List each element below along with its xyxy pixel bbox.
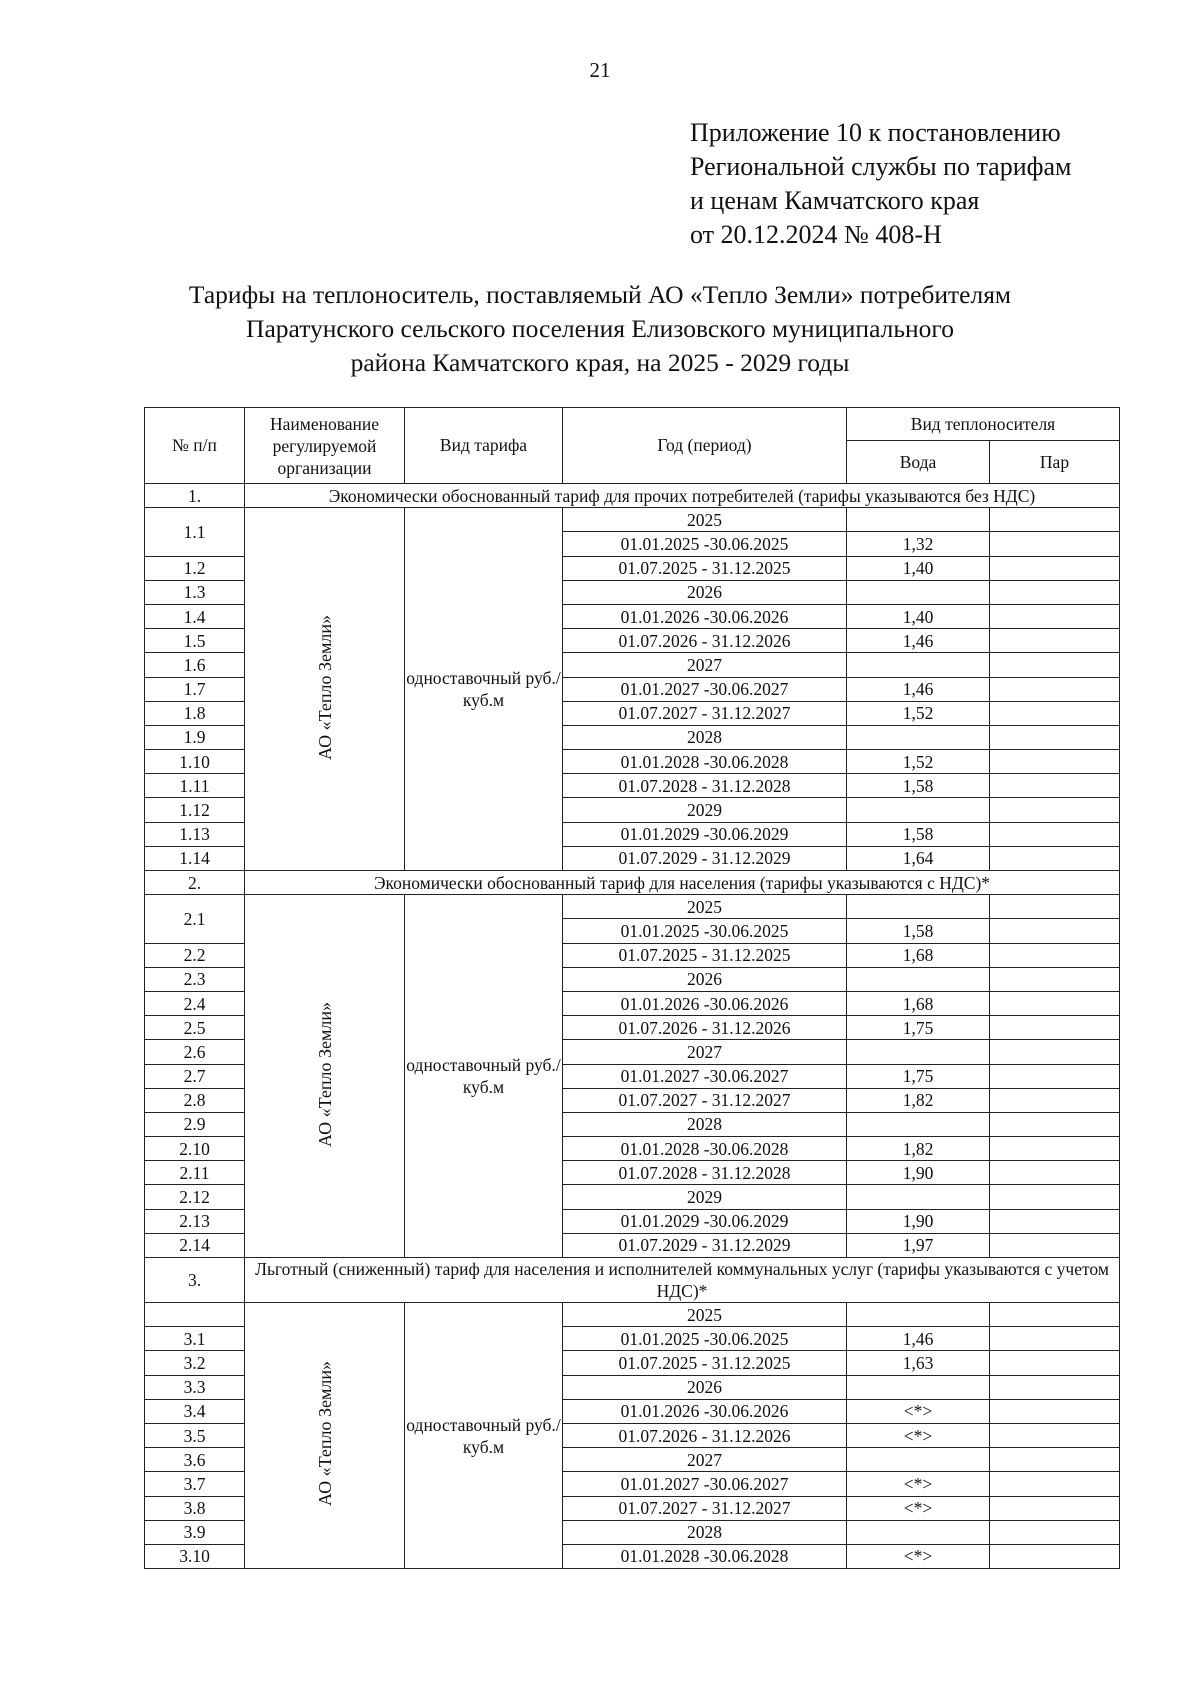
row-number: 2.2 [145,943,245,967]
period-cell: 01.07.2026 - 31.12.2026 [563,1423,847,1447]
period-cell: 01.07.2027 - 31.12.2027 [563,1088,847,1112]
period-cell: 01.07.2026 - 31.12.2026 [563,1016,847,1040]
period-cell: 01.01.2025 -30.06.2025 [563,1327,847,1351]
row-number: 3.7 [145,1472,245,1496]
steam-value [990,556,1120,580]
header-carrier: Вид теплоносителя [847,408,1120,441]
steam-value [990,677,1120,701]
appendix-block [690,116,1071,252]
appendix-line: и ценам Камчатского края [690,186,980,215]
steam-value [990,1137,1120,1161]
steam-value [990,508,1120,532]
row-number: 3.6 [145,1448,245,1472]
water-value: 1,82 [847,1137,990,1161]
row-number: 1.12 [145,798,245,822]
water-value: 1,40 [847,556,990,580]
water-value [847,1520,990,1544]
period-cell: 2027 [563,1448,847,1472]
period-cell: 01.01.2027 -30.06.2027 [563,1064,847,1088]
water-value: 1,75 [847,1016,990,1040]
header-period: Год (период) [563,408,847,484]
table-body [145,484,1120,1569]
steam-value [990,1448,1120,1472]
row-number: 2.6 [145,1040,245,1064]
row-number: 2.13 [145,1209,245,1233]
steam-value [990,1088,1120,1112]
period-cell: 01.01.2026 -30.06.2026 [563,1399,847,1423]
period-cell: 01.07.2025 - 31.12.2025 [563,943,847,967]
period-cell: 01.01.2028 -30.06.2028 [563,1137,847,1161]
steam-value [990,1423,1120,1447]
water-value: 1,52 [847,701,990,725]
header-org: Наименование регулируемой организации [245,408,405,484]
water-value: 1,58 [847,774,990,798]
section-title: Экономически обоснованный тариф для прочих потребителей (тарифы указываются без НДС) [245,484,1120,508]
row-number: 1.10 [145,750,245,774]
period-cell: 01.01.2025 -30.06.2025 [563,532,847,556]
steam-value [990,1327,1120,1351]
row-number: 1.2 [145,556,245,580]
steam-value [990,1351,1120,1375]
period-cell: 01.07.2026 - 31.12.2026 [563,629,847,653]
header-num: № п/п [145,408,245,484]
section-title: Льготный (сниженный) тариф для населения и исполнителей коммунальных услуг (тарифы указываются с учетом НДС)* [245,1258,1120,1303]
table-row [145,895,1120,919]
period-cell: 2026 [563,580,847,604]
water-value [847,895,990,919]
water-value [847,1448,990,1472]
row-number: 2.12 [145,1185,245,1209]
steam-value [990,1161,1120,1185]
water-value: 1,68 [847,991,990,1015]
row-number: 2.5 [145,1016,245,1040]
water-value: <*> [847,1496,990,1520]
tariff-type-cell: одноставочный руб./куб.м [405,1303,563,1569]
water-value [847,725,990,749]
row-number: 1.7 [145,677,245,701]
period-cell: 01.07.2029 - 31.12.2029 [563,846,847,870]
table-row [145,1303,1120,1327]
row-number: 1.5 [145,629,245,653]
section-number: 1. [145,484,245,508]
row-number: 2.7 [145,1064,245,1088]
period-cell: 2028 [563,1112,847,1136]
water-value [847,1185,990,1209]
section-number: 2. [145,871,245,895]
period-cell: 01.07.2028 - 31.12.2028 [563,774,847,798]
row-number: 1.3 [145,580,245,604]
steam-value [990,1375,1120,1399]
water-value: 1,32 [847,532,990,556]
steam-value [990,895,1120,919]
water-value: 1,75 [847,1064,990,1088]
water-value: 1,46 [847,629,990,653]
row-number: 2.4 [145,991,245,1015]
row-number: 1.8 [145,701,245,725]
steam-value [990,532,1120,556]
row-number: 3.3 [145,1375,245,1399]
water-value: 1,52 [847,750,990,774]
period-cell: 2028 [563,725,847,749]
water-value: 1,82 [847,1088,990,1112]
period-cell: 2025 [563,508,847,532]
period-cell: 01.07.2027 - 31.12.2027 [563,1496,847,1520]
steam-value [990,604,1120,628]
steam-value [990,629,1120,653]
steam-value [990,725,1120,749]
water-value: 1,46 [847,677,990,701]
steam-value [990,822,1120,846]
row-number [145,1303,245,1327]
row-number: 3.8 [145,1496,245,1520]
table-row [145,508,1120,532]
period-cell: 2027 [563,1040,847,1064]
steam-value [990,1233,1120,1257]
row-number: 1.13 [145,822,245,846]
header-steam: Пар [990,441,1120,484]
period-cell: 01.01.2029 -30.06.2029 [563,822,847,846]
header-water: Вода [847,441,990,484]
organization-name: АО «Тепло Земли» [314,1001,335,1147]
period-cell: 2028 [563,1520,847,1544]
period-cell: 01.01.2027 -30.06.2027 [563,677,847,701]
steam-value [990,1209,1120,1233]
steam-value [990,1112,1120,1136]
header-tariff-type: Вид тарифа [405,408,563,484]
water-value: <*> [847,1423,990,1447]
period-cell: 01.01.2026 -30.06.2026 [563,991,847,1015]
water-value [847,798,990,822]
period-cell: 01.07.2027 - 31.12.2027 [563,701,847,725]
steam-value [990,1496,1120,1520]
row-number: 3.10 [145,1544,245,1568]
period-cell: 01.01.2029 -30.06.2029 [563,1209,847,1233]
row-number: 2.8 [145,1088,245,1112]
period-cell: 2029 [563,1185,847,1209]
period-cell: 2026 [563,1375,847,1399]
water-value: 1,46 [847,1327,990,1351]
steam-value [990,943,1120,967]
section-title: Экономически обоснованный тариф для населения (тарифы указываются с НДС)* [245,871,1120,895]
section-number: 3. [145,1258,245,1303]
steam-value [990,1399,1120,1423]
appendix-line: от 20.12.2024 № 408-Н [690,220,942,249]
row-number: 2.11 [145,1161,245,1185]
water-value: 1,58 [847,822,990,846]
water-value [847,1375,990,1399]
steam-value [990,580,1120,604]
row-number: 3.1 [145,1327,245,1351]
steam-value [990,653,1120,677]
period-cell: 01.01.2028 -30.06.2028 [563,750,847,774]
row-number: 1.6 [145,653,245,677]
water-value: 1,63 [847,1351,990,1375]
organization-cell [245,508,405,871]
row-number: 2.9 [145,1112,245,1136]
steam-value [990,1472,1120,1496]
appendix-line: Приложение 10 к постановлению [690,118,1061,147]
row-number: 1.14 [145,846,245,870]
title-line: Паратунского сельского поселения Елизовского муниципального [246,314,954,343]
tariff-table [144,407,1120,1569]
row-number: 2.3 [145,967,245,991]
period-cell: 01.07.2028 - 31.12.2028 [563,1161,847,1185]
period-cell: 01.01.2026 -30.06.2026 [563,604,847,628]
steam-value [990,967,1120,991]
period-cell: 01.07.2029 - 31.12.2029 [563,1233,847,1257]
steam-value [990,1064,1120,1088]
period-cell: 01.01.2027 -30.06.2027 [563,1472,847,1496]
document-title [0,278,1200,380]
water-value [847,1303,990,1327]
steam-value [990,1016,1120,1040]
steam-value [990,1303,1120,1327]
water-value [847,580,990,604]
section-header-row [145,871,1120,895]
water-value [847,1040,990,1064]
tariff-type-cell: одноставочный руб./куб.м [405,895,563,1258]
row-number: 2.1 [145,895,245,943]
steam-value [990,846,1120,870]
row-number: 2.10 [145,1137,245,1161]
water-value: <*> [847,1399,990,1423]
period-cell: 2029 [563,798,847,822]
row-number: 3.4 [145,1399,245,1423]
period-cell: 2027 [563,653,847,677]
period-cell: 01.01.2028 -30.06.2028 [563,1544,847,1568]
water-value [847,508,990,532]
period-cell: 2025 [563,1303,847,1327]
water-value [847,653,990,677]
organization-name: АО «Тепло Земли» [314,1361,335,1507]
organization-cell [245,895,405,1258]
row-number: 3.9 [145,1520,245,1544]
period-cell: 01.07.2025 - 31.12.2025 [563,1351,847,1375]
water-value: 1,64 [847,846,990,870]
row-number: 1.9 [145,725,245,749]
appendix-line: Региональной службы по тарифам [690,152,1072,181]
water-value: 1,97 [847,1233,990,1257]
steam-value [990,1040,1120,1064]
period-cell: 01.07.2025 - 31.12.2025 [563,556,847,580]
steam-value [990,991,1120,1015]
steam-value [990,774,1120,798]
steam-value [990,798,1120,822]
water-value: 1,40 [847,604,990,628]
steam-value [990,919,1120,943]
section-header-row [145,484,1120,508]
steam-value [990,1544,1120,1568]
water-value: 1,68 [847,943,990,967]
section-header-row [145,1258,1120,1303]
water-value [847,1112,990,1136]
row-number: 1.1 [145,508,245,556]
water-value [847,967,990,991]
water-value: <*> [847,1472,990,1496]
tariff-table-wrapper [144,407,1119,1569]
row-number: 1.4 [145,604,245,628]
row-number: 3.2 [145,1351,245,1375]
organization-name: АО «Тепло Земли» [314,614,335,760]
water-value: 1,90 [847,1209,990,1233]
organization-cell [245,1303,405,1569]
steam-value [990,750,1120,774]
water-value: <*> [847,1544,990,1568]
title-line: Тарифы на теплоноситель, поставляемый АО «Тепло Земли» потребителям [188,280,1012,309]
row-number: 3.5 [145,1423,245,1447]
period-cell: 2025 [563,895,847,919]
page-number: 21 [589,58,611,82]
steam-value [990,701,1120,725]
row-number: 2.14 [145,1233,245,1257]
steam-value [990,1185,1120,1209]
period-cell: 2026 [563,967,847,991]
title-line: района Камчатского края, на 2025 - 2029 годы [350,348,850,377]
tariff-type-cell: одноставочный руб./куб.м [405,508,563,871]
water-value: 1,58 [847,919,990,943]
steam-value [990,1520,1120,1544]
water-value: 1,90 [847,1161,990,1185]
period-cell: 01.01.2025 -30.06.2025 [563,919,847,943]
row-number: 1.11 [145,774,245,798]
